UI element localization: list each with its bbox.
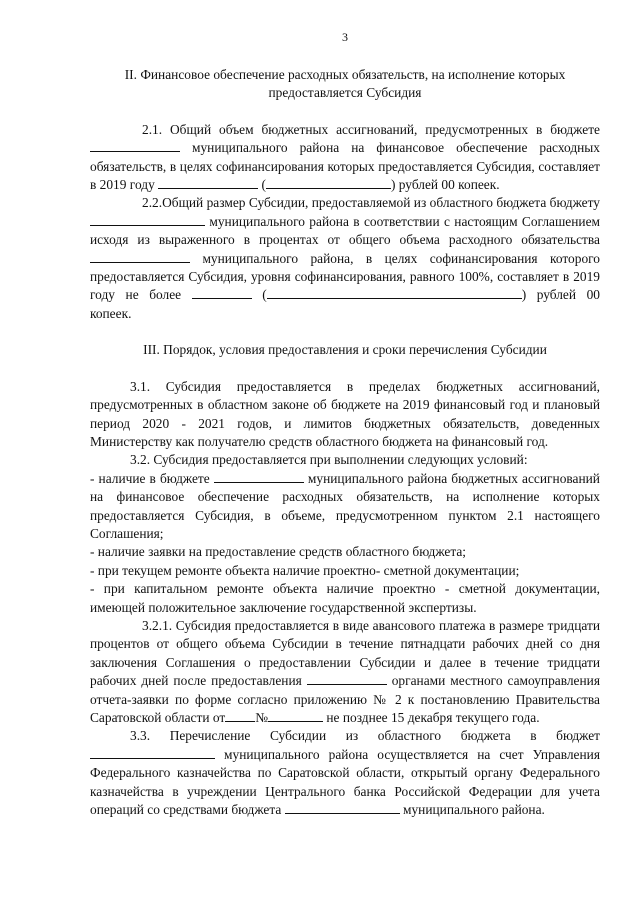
paragraph-3-2-1-text-d: не позднее 15 декабря текущего года.: [326, 710, 540, 725]
condition-1-text-b: муниципального района бюджетных ассигнований на финансовое обеспечение расходных обязательств, на исполнение которых предоставляется Субсидия, в объеме, предусмотренном пунктом 2.1 настоящего Соглашения;: [90, 470, 600, 541]
blank-field: [214, 470, 304, 483]
paragraph-2-1-text-c: (: [261, 177, 266, 193]
paragraph-3-3-text-c: муниципального района.: [403, 802, 545, 818]
paragraph-3-3: [90, 727, 600, 819]
condition-item: [90, 470, 600, 544]
condition-item: - наличие заявки на предоставление средств областного бюджета;: [90, 544, 467, 560]
section-2-title: II. Финансовое обеспечение расходных обязательств, на исполнение которых предоставляется Субсидия: [124, 67, 566, 101]
paragraph-2-2-text-b: муниципального района в соответствии с настоящим Соглашением исходя из выраженного в процентах от общего объема расходного обязательства: [90, 213, 600, 248]
section-3-title: III. Порядок, условия предоставления и сроки перечисления Субсидии: [143, 342, 547, 358]
paragraph-3-1: 3.1. Субсидия предоставляется в пределах бюджетных ассигнований, предусмотренных в областном законе об бюджете на 2019 финансовый год и плановый период 2020 - 2021 годов, и лимитов бюджетных обязательств, доведенных Министерству как получателю средств областного бюджета на финансовый год.: [90, 378, 600, 449]
paragraph-3-3-text-a: 3.3. Перечисление Субсидии из областного бюджета в бюджет: [130, 728, 600, 744]
paragraph-2-1-text-d: ) рублей 00 копеек.: [390, 177, 500, 193]
document-page: [90, 30, 600, 819]
blank-field: [267, 286, 522, 299]
paragraph-2-2-text-d: (: [262, 287, 267, 303]
paragraph-2-2-text-a: 2.2.Общий размер Субсидии, предоставляемой из областного бюджета бюджету: [142, 195, 600, 211]
blank-field: [90, 139, 180, 152]
blank-field: [268, 709, 323, 722]
blank-field: [285, 801, 400, 814]
blank-field: [266, 176, 391, 189]
paragraph-3-2-1-text-b: органами местного самоуправления отчета-заявки по форме согласно приложению № 2 к постановлению Правительства Саратовской области от: [90, 673, 600, 725]
paragraph-2-2-text-e: ) рублей 00 копеек.: [90, 287, 600, 321]
page-number: 3: [342, 30, 348, 44]
blank-field: [90, 213, 205, 226]
paragraph-3-2-1: [90, 617, 600, 727]
condition-item: - при текущем ремонте объекта наличие проектно- сметной документации;: [90, 562, 520, 578]
paragraph-2-2-text-c: муниципального района, в целях софинансирования которого предоставляется Субсидия, уровня софинансирования, равного 100%, составляет в 2019 году не более: [90, 250, 600, 303]
paragraph-3-3-text-b: муниципального района осуществляется на счет Управления Федерального казначейства по Саратовской области, открытый органу Федерального казначейства в учреждении Центрального банка Российской Федерации для учета операций со средствами бюджета: [90, 746, 600, 818]
paragraph-2-1-text-b: муниципального района на финансовое обеспечение расходных обязательств, в целях софинансирования которых предоставляется Субсидия, составляет в 2019 году: [90, 140, 600, 193]
blank-field: [225, 709, 255, 722]
blank-field: [307, 672, 387, 685]
paragraph-3-2-1-text-a: 3.2.1. Субсидия предоставляется в виде авансового платежа в размере тридцати процентов от общего объема Субсидии в течение пятнадцати рабочих дней со дня заключения Соглашения о предоставлении Субсидии и далее в течение тридцати рабочих дней после предоставления: [90, 617, 600, 689]
blank-field: [158, 176, 258, 189]
condition-1-text-a: - наличие в бюджете: [90, 470, 210, 486]
paragraph-2-1-text-a: 2.1. Общий объем бюджетных ассигнований, предусмотренных в бюджете: [142, 121, 600, 137]
paragraph-2-1: [90, 121, 600, 195]
blank-field: [90, 250, 190, 263]
paragraph-2-2: [90, 194, 600, 323]
paragraph-3-2: 3.2. Субсидия предоставляется при выполнении следующих условий:: [130, 452, 528, 468]
blank-field: [90, 746, 215, 759]
paragraph-3-2-1-text-c: №: [255, 710, 269, 725]
condition-item: - при капитальном ремонте объекта наличие проектно - сметной документации, имеющей положительное заключение государственной экспертизы.: [90, 581, 600, 615]
blank-field: [192, 286, 252, 299]
